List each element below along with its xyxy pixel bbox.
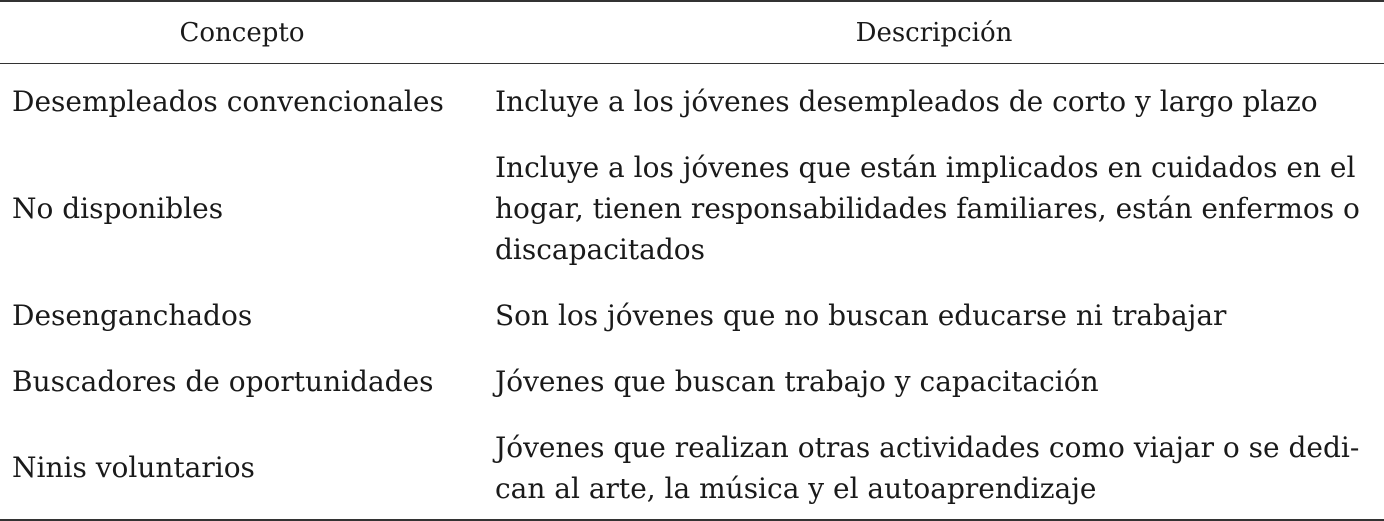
row-description: Son los jóvenes que no buscan educarse ni trabajar [495, 299, 1227, 332]
row-concept: Buscadores de oportunidades [12, 365, 434, 398]
row-concept: Ninis voluntarios [12, 451, 255, 484]
header-concept: Concepto [179, 18, 305, 48]
row-concept: No disponibles [12, 192, 224, 225]
header-description: Descripción [855, 18, 1013, 48]
row-concept: Desenganchados [12, 299, 253, 332]
header-rule [0, 63, 1384, 64]
row-description: Jóvenes que realizan otras actividades como viajar o se dedi- can al arte, la música y el autoaprendizaje [495, 431, 1360, 505]
row-description: Jóvenes que buscan trabajo y capacitación [495, 365, 1099, 398]
row-description: Incluye a los jóvenes que están implicados en cuidados en el hogar, tienen responsabilidades familiares, están enfermos o discapacitados [495, 151, 1360, 266]
row-concept: Desempleados convencionales [12, 85, 444, 118]
row-description: Incluye a los jóvenes desempleados de corto y largo plazo [495, 85, 1318, 118]
top-rule [0, 0, 1384, 2]
